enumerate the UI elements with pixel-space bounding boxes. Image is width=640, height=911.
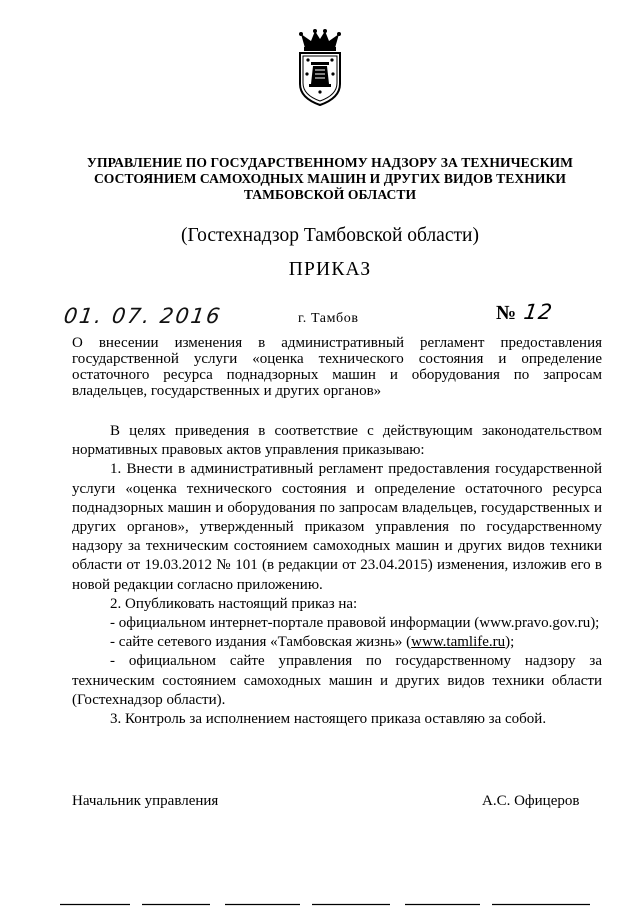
publication-1: - официальном интернет-портале правовой информации (www.pravo.gov.ru); xyxy=(110,615,600,632)
item-1: 1. Внести в административный регламент предоставления государственной услуги «оценка технического состояния и определение остаточного ресурса поднадзорных машин и оборудования по запросам владельцев, государственных и других органов», утвержденный приказом управления по государственному надзору за техническим состоянием самоходных машин и других видов техники области от 19.03.2012 № 101 (в редакции от 23.04.2015) изменения, изложив его в новой редакции согласно приложению. xyxy=(72,461,602,593)
order-city: г. Тамбов xyxy=(298,311,359,326)
organization-short-name: (Гостехнадзор Тамбовской области) xyxy=(181,225,479,246)
intro-paragraph: В целях приведения в соответствие с действующим законодательством нормативных правовых актов управления приказываю: xyxy=(72,423,602,459)
coat-of-arms-icon xyxy=(291,28,349,108)
publication-2-prefix: - сайте сетевого издания «Тамбовская жизнь» ( xyxy=(110,634,412,651)
signatory-position: Начальник управления xyxy=(72,793,219,809)
tamlife-link[interactable]: www.tamlife.ru xyxy=(411,634,506,651)
publication-2-suffix: ); xyxy=(505,634,515,651)
item-2: 2. Опубликовать настоящий приказ на: xyxy=(110,595,358,612)
order-number: 12 xyxy=(522,300,555,324)
document-type: ПРИКАЗ xyxy=(288,259,372,280)
footer-divider xyxy=(60,893,590,896)
publication-2 xyxy=(72,633,602,652)
order-date: 01. 07. 2016 xyxy=(62,304,224,328)
organization-name: УПРАВЛЕНИЕ ПО ГОСУДАРСТВЕННОМУ НАДЗОРУ ЗА ТЕХНИЧЕСКИМ СОСТОЯНИЕМ САМОХОДНЫХ МАШИН И ДРУГИХ ВИДОВ ТЕХНИКИ ТАМБОВСКОЙ ОБЛАСТИ xyxy=(86,155,574,202)
order-body xyxy=(72,422,602,729)
order-subject: О внесении изменения в административный регламент предоставления государственной услуги «оценка технического состояния и определение остаточного ресурса поднадзорных машин и оборудования по запросам владельцев, государственных и других органов» xyxy=(72,335,602,399)
number-label: № xyxy=(496,302,517,324)
publication-3: - официальном сайте управления по государственному надзору за техническим состоянием самоходных машин и других видов техники области (Гостехнадзор области). xyxy=(72,653,602,708)
signatory-name: А.С. Офицеров xyxy=(482,793,580,809)
item-3: 3. Контроль за исполнением настоящего приказа оставляю за собой. xyxy=(110,711,547,728)
